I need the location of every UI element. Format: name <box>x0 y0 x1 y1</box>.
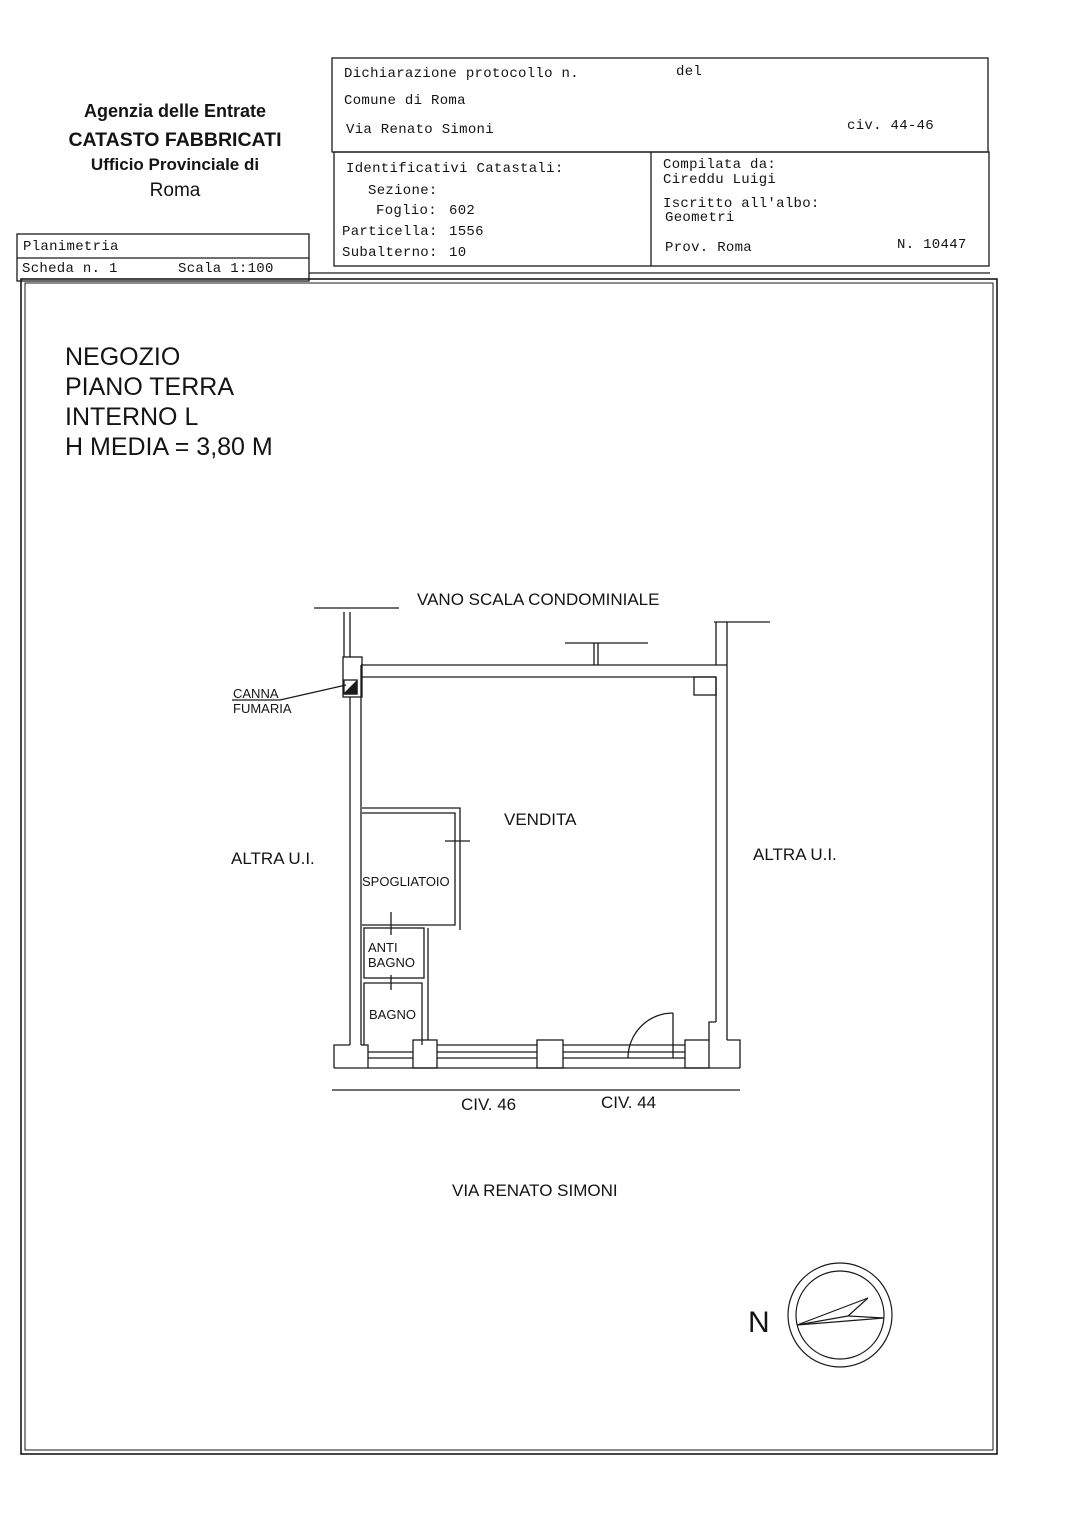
flue-symbol-fill <box>344 681 357 694</box>
north-arrow <box>788 1263 892 1367</box>
wall-line <box>361 1045 368 1068</box>
sezione-label: Sezione: <box>368 183 438 199</box>
corner-pillar <box>694 677 716 695</box>
changing-room-label: SPOGLIATOIO <box>362 874 450 889</box>
arrow-axis <box>797 1316 848 1325</box>
unit-interior: INTERNO L <box>65 403 199 431</box>
agency-name: Agenzia delle Entrate <box>83 101 267 121</box>
subalterno-label: Subalterno: <box>342 245 438 261</box>
compass-inner-ring <box>796 1271 884 1359</box>
civic-text: civ. 44-46 <box>847 118 935 134</box>
north-label: N <box>748 1306 770 1339</box>
particella-label: Particella: <box>342 224 438 240</box>
bathroom-label: BAGNO <box>369 1007 416 1022</box>
sheet-number: Scheda n. 1 <box>22 261 118 277</box>
changing-room-outer <box>362 808 460 930</box>
arrow-outline <box>797 1298 884 1325</box>
wall-line <box>334 1045 350 1068</box>
sheet-type: Planimetria <box>23 239 119 255</box>
main-room-label: VENDITA <box>504 810 577 829</box>
comune-text: Comune di Roma <box>344 93 466 109</box>
unit-height: H MEDIA = 3,80 M <box>65 433 273 461</box>
compiler-name: Cireddu Luigi <box>663 172 777 188</box>
register-label: Iscritto all'albo: <box>663 196 820 212</box>
protocol-label: Dichiarazione protocollo n. <box>344 66 579 82</box>
foglio-value: 602 <box>449 203 476 219</box>
particella-value: 1556 <box>449 224 484 240</box>
pillar <box>413 1040 437 1068</box>
office-city: Roma <box>149 180 201 201</box>
identifiers-title: Identificativi Catastali: <box>346 161 564 177</box>
foglio-label: Foglio: <box>376 203 437 219</box>
antebath-label-line2: BAGNO <box>368 955 415 970</box>
pillar <box>537 1040 563 1068</box>
wall-line <box>709 1022 716 1040</box>
flue-label-line1: CANNA <box>233 686 279 701</box>
sheet-scale: Scala 1:100 <box>178 261 274 277</box>
left-neighbor-label: ALTRA U.I. <box>231 849 315 868</box>
flue-label-line2: FUMARIA <box>233 701 292 716</box>
unit-floor: PIANO TERRA <box>65 373 235 401</box>
door-swing-arc <box>628 1013 673 1058</box>
civic-44-label: CIV. 44 <box>601 1093 657 1112</box>
date-label: del <box>676 64 703 80</box>
arrow-notch <box>848 1298 884 1318</box>
office-label: Ufficio Provinciale di <box>90 155 260 174</box>
register-value: Geometri <box>665 210 735 226</box>
civic-46-label: CIV. 46 <box>461 1095 517 1114</box>
pillar <box>685 1040 709 1068</box>
registry-name: CATASTO FABBRICATI <box>68 129 282 151</box>
address-text: Via Renato Simoni <box>346 122 494 138</box>
province-text: Prov. Roma <box>665 240 753 256</box>
register-number: N. 10447 <box>897 237 967 253</box>
subalterno-value: 10 <box>449 245 467 261</box>
stairwell-label: VANO SCALA CONDOMINIALE <box>417 590 660 609</box>
street-label: VIA RENATO SIMONI <box>452 1181 618 1200</box>
compass-outer-ring <box>788 1263 892 1367</box>
compiled-by-label: Compilata da: <box>663 157 777 173</box>
wall-line <box>727 1040 740 1068</box>
unit-type: NEGOZIO <box>65 343 181 371</box>
changing-room-inner <box>362 813 455 925</box>
right-neighbor-label: ALTRA U.I. <box>753 845 837 864</box>
antebath-label-line1: ANTI <box>368 940 398 955</box>
